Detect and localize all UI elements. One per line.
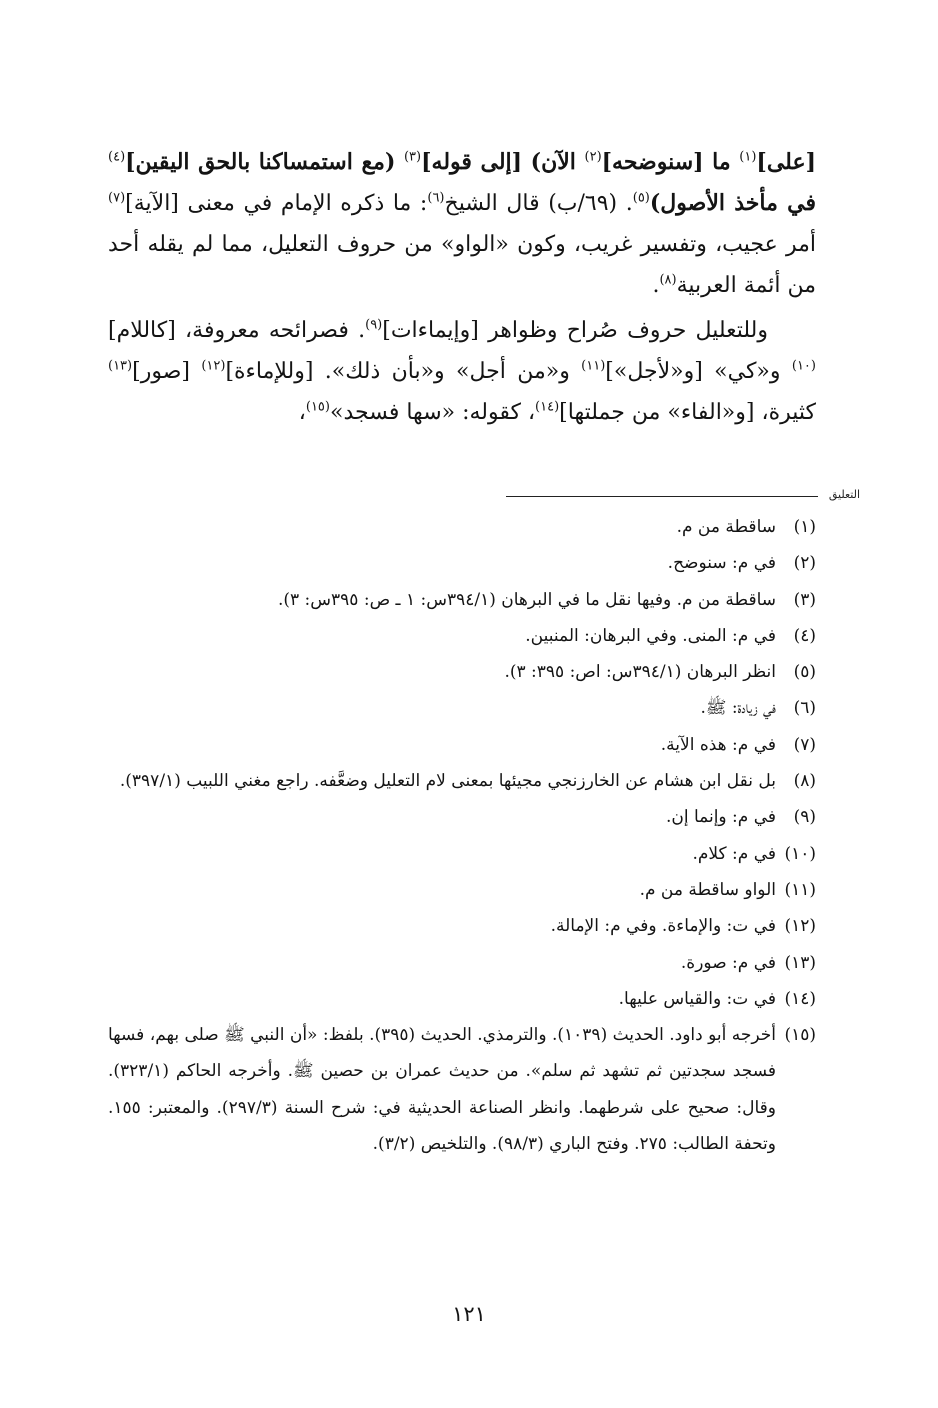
body-text: وللتعليل حروف صُراح وظواهر [وإيماءات] bbox=[382, 318, 768, 343]
footnote-text: في م: كلام. bbox=[692, 843, 776, 864]
footnote-10 bbox=[108, 836, 816, 872]
footnote-ref-11[interactable]: (١١) bbox=[581, 358, 606, 374]
footnote-3 bbox=[108, 582, 816, 618]
footnote-ref-1[interactable]: (١) bbox=[739, 149, 757, 165]
body-text: أمر عجيب، وتفسير غريب، وكون «الواو» من حروف التعليل، مما لم يقله أحد من أئمة العربية bbox=[108, 232, 816, 298]
footnote-ref-12[interactable]: (١٢) bbox=[201, 358, 226, 374]
body-text: . فصرائحه معروفة، [كاللام] bbox=[108, 318, 366, 343]
paragraph-2 bbox=[108, 310, 816, 433]
footnote-text: في م: هذه الآية. bbox=[660, 734, 776, 755]
footnote-text: أخرجه أبو داود. الحديث (١٠٣٩). والترمذي. الحديث (٣٩٥). بلفظ: «أن النبي ﷺ صلى بهم، فسها فسجد سجدتين ثم تشهد ثم سلم». من حديث عمران بن حصين ﷺ. وأخرجه الحاكم (٣٢٣/١). وقال: صحيح على شرطهما. وانظر الصناعة الحديثية في: شرح السنة (٢٩٧/٣). والمعتبر: ١٥٥. وتحفة الطالب: ٢٧٥. وفتح الباري (٩٨/٣). والتلخيص (٣/٢). bbox=[108, 1025, 777, 1155]
body-text: ، bbox=[298, 400, 306, 425]
footnote-1 bbox=[108, 509, 816, 545]
footnote-9 bbox=[108, 799, 816, 835]
footnote-number: (١٣) bbox=[784, 952, 816, 973]
footnotes-label: التعليق bbox=[828, 488, 860, 501]
body-text: . (٦٩/ب) قال الشيخ bbox=[444, 191, 633, 216]
footnote-text: بل نقل ابن هشام عن الخارزنجي مجيئها بمعنى لام التعليل وضعَّفه. راجع مغني اللبيب (٣٩٧/١). bbox=[119, 771, 776, 792]
footnote-ref-9[interactable]: (٩) bbox=[365, 317, 383, 333]
quoted-text: (مع استمساكنا بالحق اليقين] bbox=[125, 149, 404, 175]
footnote-number: (٦) bbox=[793, 698, 816, 719]
footnote-ref-3[interactable]: (٣) bbox=[403, 149, 422, 165]
footnote-ref-4[interactable]: (٤) bbox=[108, 149, 126, 165]
footnote-ref-7[interactable]: (٧) bbox=[108, 190, 126, 206]
footnote-number: (١) bbox=[793, 517, 816, 537]
paragraph-1 bbox=[108, 142, 816, 306]
footnote-number: (١٢) bbox=[784, 916, 816, 937]
body-text: : ما ذكره الإمام في معنى [الآية] bbox=[125, 191, 428, 216]
body-text: ، كقوله: «سها فسجد» bbox=[330, 400, 536, 425]
footnote-text: في ت: والإماءة. وفي م: الإمالة. bbox=[550, 916, 776, 937]
footnote-text: انظر البرهان (٣٩٤/١س: اص: ٣٩٥: ٣). bbox=[504, 662, 776, 683]
footnote-text: في م: صورة. bbox=[680, 952, 776, 973]
footnote-number: (٧) bbox=[793, 734, 816, 755]
footnote-text: في زيادة: ﷺ. bbox=[700, 698, 776, 719]
footnote-number: (٨) bbox=[793, 771, 816, 792]
footnotes-section bbox=[108, 509, 816, 1162]
footnote-12 bbox=[108, 908, 816, 944]
footnote-11 bbox=[108, 872, 816, 908]
footnote-15 bbox=[108, 1017, 816, 1162]
footnote-text: الواو ساقطة من م. bbox=[639, 879, 776, 900]
footnote-text: في م: المنى. وفي البرهان: المنبين. bbox=[525, 625, 776, 646]
bracketed-word: [على] bbox=[756, 149, 816, 175]
quoted-text: الآن) [إلى قوله] bbox=[421, 149, 585, 175]
footnote-ref-5[interactable]: (٥) bbox=[632, 190, 650, 206]
quoted-text: في مأخذ الأصول) bbox=[649, 190, 817, 216]
footnote-text: في م: سنوضح. bbox=[667, 553, 776, 574]
footnote-number: (٤) bbox=[793, 625, 816, 646]
footnote-ref-2[interactable]: (٢) bbox=[584, 149, 602, 165]
footnote-14 bbox=[108, 981, 816, 1017]
footnote-5 bbox=[108, 654, 816, 690]
footnote-ref-15[interactable]: (١٥) bbox=[305, 399, 330, 415]
footnote-ref-8[interactable]: (٨) bbox=[659, 272, 677, 288]
footnote-13 bbox=[108, 945, 816, 981]
footnote-ref-14[interactable]: (١٤) bbox=[535, 399, 560, 415]
body-text: و«من أجل» و«بأن ذلك». [وللإماءة] bbox=[225, 359, 582, 384]
body-text: كثيرة، [و«الفاء» من جملتها] bbox=[559, 400, 816, 425]
footnote-ref-6[interactable]: (٦) bbox=[427, 190, 445, 206]
footnote-number: (١٥) bbox=[784, 1025, 816, 1046]
main-body-text bbox=[108, 142, 816, 433]
footnote-text: ساقطة من م. وفيها نقل ما في البرهان (٣٩٤/١س: ١ ـ ص: ٣٩٥س: ٣). bbox=[277, 589, 776, 610]
footnote-text: في م: وإنما إن. bbox=[665, 807, 776, 828]
footnote-2 bbox=[108, 545, 816, 581]
body-text: و«كي» [و«لأجل»] bbox=[605, 359, 792, 384]
body-text: . bbox=[652, 273, 660, 298]
footnote-text: ساقطة من م. bbox=[676, 517, 776, 537]
quoted-text: ما [سنوضحه] bbox=[601, 149, 740, 175]
footnote-number: (١٤) bbox=[784, 988, 816, 1009]
footnote-ref-13[interactable]: (١٣) bbox=[108, 358, 133, 374]
footnote-4 bbox=[108, 618, 816, 654]
footnote-number: (٥) bbox=[793, 662, 816, 683]
footnote-number: (٩) bbox=[793, 807, 816, 828]
footnote-number: (١٠) bbox=[784, 843, 816, 864]
body-text: [صور] bbox=[132, 359, 202, 384]
footnote-number: (٢) bbox=[793, 553, 816, 574]
footnote-text: في ت: والقياس عليها. bbox=[618, 988, 776, 1009]
footnote-number: (١١) bbox=[784, 879, 816, 900]
page-number: ١٢١ bbox=[452, 1302, 486, 1326]
footnote-number: (٣) bbox=[793, 589, 816, 610]
footnote-8 bbox=[108, 763, 816, 799]
footnote-ref-10[interactable]: (١٠) bbox=[791, 358, 816, 374]
footnote-7 bbox=[108, 727, 816, 763]
footnote-divider bbox=[506, 496, 818, 497]
footnote-6 bbox=[108, 690, 816, 726]
